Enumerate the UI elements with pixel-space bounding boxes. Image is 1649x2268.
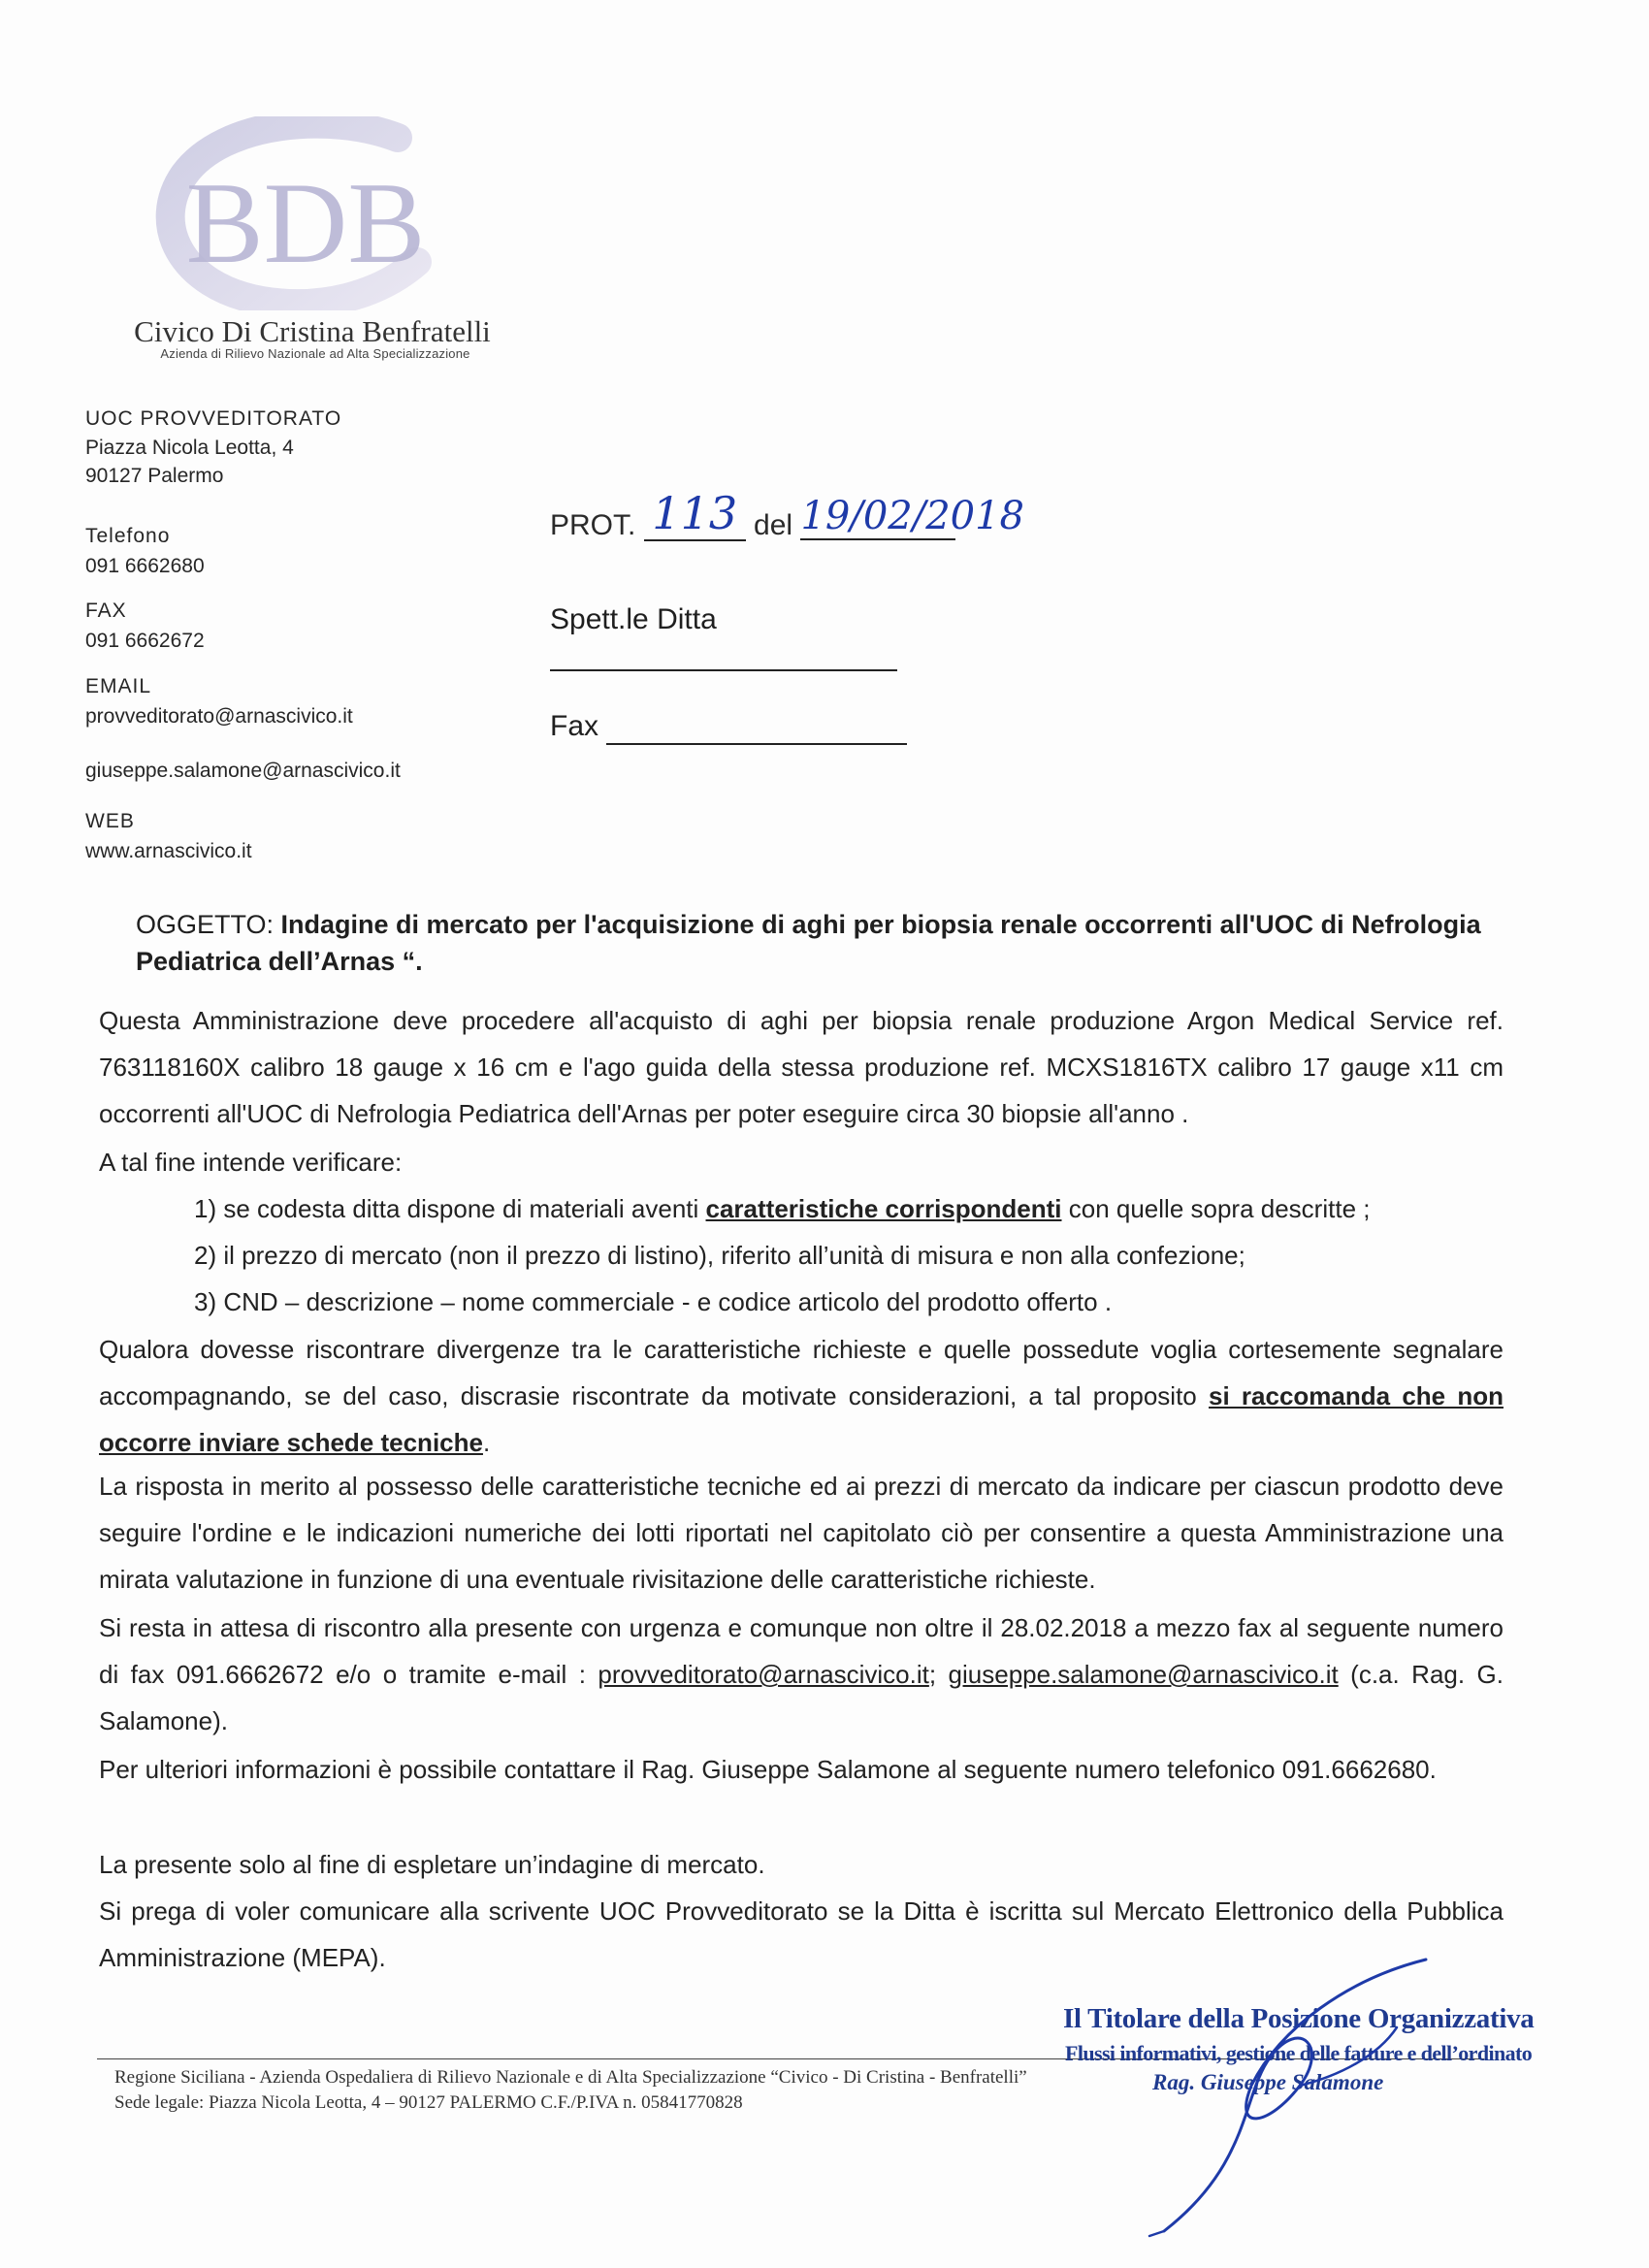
signature-title: Il Titolare della Posizione Organizzativa: [1063, 2003, 1535, 2034]
recipient-fax-blank-line: [606, 743, 907, 745]
del-label: del: [754, 509, 793, 541]
paragraph-3-text: Qualora dovesse riscontrare divergenze tra le caratteristiche richieste e quelle possedute voglia cortesemente segnalare accompagnando, se del caso, discrasie riscontrate da motivate considerazioni, a tal proposito: [99, 1335, 1504, 1410]
hospital-logo: [155, 116, 456, 310]
paragraph-5-separator: ;: [928, 1660, 949, 1689]
web-label: WEB: [85, 810, 135, 832]
paragraph-3-tail: .: [482, 1428, 491, 1457]
prot-label: PROT.: [550, 509, 636, 541]
fax-label: FAX: [85, 599, 127, 622]
department-name: UOC PROVVEDITORATO: [85, 407, 342, 430]
subject-text: Indagine di mercato per l'acquisizione di aghi per biopsia renale occorrenti all'UOC di Nefrologia Pediatrica dell’Arnas “.: [136, 910, 1481, 976]
org-name: Civico Di Cristina Benfratelli: [134, 314, 491, 348]
footer-line-1: Regione Siciliana - Azienda Ospedaliera di Rilievo Nazionale e di Alta Specializzazione “Civico - Di Cristina - Benfratelli”: [114, 2067, 1027, 2088]
email-label: EMAIL: [85, 675, 152, 697]
body-paragraph-6: Per ulteriori informazioni è possibile contattare il Rag. Giuseppe Salamone al seguente numero telefonico 091.6662680.: [99, 1755, 1437, 1784]
web-link[interactable]: www.arnascivico.it: [85, 840, 252, 862]
paragraph-5-tail: (c.a. Rag. G. Salamone).: [99, 1660, 1504, 1735]
body-paragraph-1: Questa Amministrazione deve procedere all'acquisto di aghi per biopsia renale produzione Argon Medical Service ref. 763118160X calibro 18 gauge x 16 cm e l'ago guida della stessa produzione ref. MCXS1816TX calibro 17 gauge x11 cm occorrenti all'UOC di Nefrologia Pediatrica dell'Arnas per poter eseguire circa 30 biopsie all'anno .: [99, 1006, 1504, 1128]
subject-label: OGGETTO:: [136, 910, 275, 939]
paragraph-3-emphasis: si raccomanda che non occorre inviare schede tecniche: [99, 1381, 1504, 1457]
prot-number-handwritten: 113: [652, 487, 738, 539]
org-subtitle: Azienda di Rilievo Nazionale ad Alta Specializzazione: [160, 346, 470, 361]
paragraph-5-text: Si resta in attesa di riscontro alla presente con urgenza e comunque non oltre il 28.02.2018 a mezzo fax al seguente numero di fax 091.6662672 e/o o tramite e-mail :: [99, 1613, 1504, 1689]
body-paragraph-2: A tal fine intende verificare:: [99, 1148, 403, 1177]
signature-name: Rag. Giuseppe Salamone: [1152, 2070, 1384, 2094]
subject: [136, 906, 1504, 980]
body-paragraph-3: [99, 1326, 1504, 1466]
recipient-fax-label: Fax: [550, 710, 599, 742]
logo-letters: BDB: [185, 158, 426, 287]
list-item-1: [194, 1185, 1513, 1232]
body-paragraph-8: Si prega di voler comunicare alla scrivente UOC Provveditorato se la Ditta è iscritta sul Mercato Elettronico della Pubblica Amministrazione (MEPA).: [99, 1896, 1504, 1972]
list-item-1-tail: con quelle sopra descritte ;: [1061, 1194, 1371, 1223]
email-link-salamone[interactable]: giuseppe.salamone@arnascivico.it: [85, 760, 401, 782]
body-paragraph-5: [99, 1604, 1504, 1744]
body-paragraph-4: La risposta in merito al possesso delle caratteristiche tecniche ed ai prezzi di mercato da indicare per ciascun prodotto deve seguire l'ordine e le indicazioni numeriche dei lotti riportati nel capitolato ciò per consentire a questa Amministrazione una mirata valutazione in funzione di una eventuale rivisitazione delle caratteristiche richieste.: [99, 1472, 1504, 1594]
fax-value: 091 6662672: [85, 630, 205, 652]
list-item-1-text: 1) se codesta ditta dispone di materiali aventi: [194, 1194, 706, 1223]
recipient-label: Spett.le Ditta: [550, 603, 717, 635]
signature-subtitle: Flussi informativi, gestione delle fatture e dell’ordinato: [1065, 2041, 1533, 2065]
address-line-1: Piazza Nicola Leotta, 4: [85, 437, 294, 459]
phone-label: Telefono: [85, 525, 171, 547]
protocol-line: [550, 487, 1024, 547]
body-paragraph-7: La presente solo al fine di espletare un’indagine di mercato.: [99, 1850, 765, 1879]
phone-value: 091 6662680: [85, 555, 205, 577]
paragraph-5-email-provveditorato[interactable]: provveditorato@arnascivico.it: [598, 1660, 929, 1689]
paragraph-5-email-salamone[interactable]: giuseppe.salamone@arnascivico.it: [948, 1660, 1339, 1689]
date-handwritten: 19/02/2018: [800, 494, 1024, 538]
address-line-2: 90127 Palermo: [85, 465, 224, 487]
recipient-blank-line: [550, 669, 897, 671]
footer-line-2: Sede legale: Piazza Nicola Leotta, 4 – 90127 PALERMO C.F./P.IVA n. 05841770828: [114, 2092, 743, 2113]
handwritten-signature-icon: [1106, 1940, 1474, 2251]
list-item-2: 2) il prezzo di mercato (non il prezzo di listino), riferito all’unità di misura e non alla confezione;: [194, 1241, 1245, 1270]
list-item-1-emphasis: caratteristiche corrispondenti: [705, 1194, 1062, 1223]
list-item-3: 3) CND – descrizione – nome commerciale - e codice articolo del prodotto offerto .: [194, 1287, 1113, 1316]
email-link-provveditorato[interactable]: provveditorato@arnascivico.it: [85, 705, 353, 728]
